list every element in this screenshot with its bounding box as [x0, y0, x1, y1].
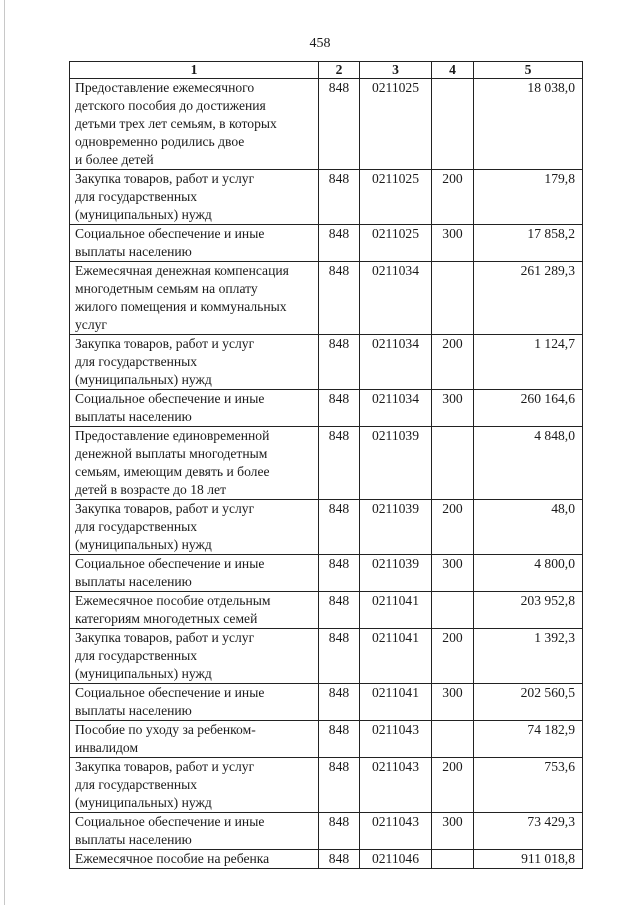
row-name-line: выплаты населению	[75, 703, 192, 718]
table-row	[70, 592, 583, 629]
row-admin-cell: 848	[319, 79, 360, 170]
table-row	[70, 390, 583, 427]
row-amount-cell: 4 848,0	[474, 427, 583, 500]
row-amount-cell: 260 164,6	[474, 390, 583, 427]
row-admin-cell: 848	[319, 629, 360, 684]
row-name-line: для государственных	[75, 777, 198, 792]
row-name-cell	[70, 850, 319, 869]
row-admin-cell: 848	[319, 592, 360, 629]
row-admin-cell: 848	[319, 684, 360, 721]
row-name-cell	[70, 79, 319, 170]
row-name-line: (муниципальных) нужд	[75, 666, 212, 681]
row-type-cell	[432, 721, 474, 758]
row-type-cell	[432, 79, 474, 170]
row-name-line: Ежемесячное пособие на ребенка	[75, 851, 270, 866]
row-name-line: жилого помещения и коммунальных	[75, 299, 287, 314]
row-name-line: Закупка товаров, работ и услуг	[75, 630, 255, 645]
row-admin-cell: 848	[319, 335, 360, 390]
row-name-line: Пособие по уходу за ребенком-	[75, 722, 256, 737]
row-name-line: одновременно родились двое	[75, 134, 245, 149]
row-name-line: инвалидом	[75, 740, 139, 755]
row-name-cell	[70, 758, 319, 813]
column-header-admin: 2	[319, 62, 360, 79]
row-admin-cell: 848	[319, 390, 360, 427]
row-type-cell	[432, 850, 474, 869]
row-amount-cell: 17 858,2	[474, 225, 583, 262]
row-code-cell: 0211043	[360, 813, 432, 850]
row-admin-cell: 848	[319, 170, 360, 225]
row-name-line: (муниципальных) нужд	[75, 372, 212, 387]
row-name-cell	[70, 500, 319, 555]
row-admin-cell: 848	[319, 262, 360, 335]
row-name-line: выплаты населению	[75, 574, 192, 589]
row-type-cell: 200	[432, 500, 474, 555]
row-name-line: Предоставление единовременной	[75, 428, 270, 443]
row-name-cell	[70, 684, 319, 721]
row-name-line: Социальное обеспечение и иные	[75, 685, 265, 700]
row-amount-cell: 261 289,3	[474, 262, 583, 335]
table-row	[70, 813, 583, 850]
column-header-type: 4	[432, 62, 474, 79]
row-type-cell: 200	[432, 629, 474, 684]
table-row	[70, 225, 583, 262]
table-row	[70, 555, 583, 592]
row-code-cell: 0211041	[360, 592, 432, 629]
row-admin-cell: 848	[319, 555, 360, 592]
row-type-cell: 200	[432, 170, 474, 225]
row-admin-cell: 848	[319, 427, 360, 500]
row-name-line: для государственных	[75, 189, 198, 204]
row-name-line: Социальное обеспечение и иные	[75, 556, 265, 571]
row-name-line: Закупка товаров, работ и услуг	[75, 171, 255, 186]
table-row	[70, 79, 583, 170]
column-header-code: 3	[360, 62, 432, 79]
row-name-cell	[70, 813, 319, 850]
row-name-line: услуг	[75, 317, 107, 332]
table-row	[70, 758, 583, 813]
row-name-line: денежной выплаты многодетным	[75, 446, 268, 461]
row-name-cell	[70, 225, 319, 262]
column-header-amount: 5	[474, 62, 583, 79]
row-name-line: (муниципальных) нужд	[75, 537, 212, 552]
row-admin-cell: 848	[319, 850, 360, 869]
row-name-cell	[70, 170, 319, 225]
row-code-cell: 0211025	[360, 79, 432, 170]
table-row	[70, 850, 583, 869]
row-amount-cell: 202 560,5	[474, 684, 583, 721]
row-admin-cell: 848	[319, 721, 360, 758]
table-row	[70, 335, 583, 390]
row-name-line: Социальное обеспечение и иные	[75, 814, 265, 829]
row-name-cell	[70, 721, 319, 758]
budget-table	[69, 61, 583, 869]
row-name-line: Ежемесячная денежная компенсация	[75, 263, 289, 278]
table-row	[70, 721, 583, 758]
row-code-cell: 0211043	[360, 758, 432, 813]
row-amount-cell: 1 392,3	[474, 629, 583, 684]
table-row	[70, 500, 583, 555]
row-type-cell: 300	[432, 225, 474, 262]
table-row	[70, 262, 583, 335]
row-name-line: для государственных	[75, 648, 198, 663]
scan-edge-line	[4, 0, 5, 905]
row-name-line: многодетным семьям на оплату	[75, 281, 258, 296]
row-amount-cell: 179,8	[474, 170, 583, 225]
row-amount-cell: 48,0	[474, 500, 583, 555]
row-code-cell: 0211034	[360, 390, 432, 427]
row-name-line: Предоставление ежемесячного	[75, 80, 255, 95]
row-name-line: выплаты населению	[75, 832, 192, 847]
row-code-cell: 0211041	[360, 684, 432, 721]
row-name-line: выплаты населению	[75, 409, 192, 424]
row-name-line: семьям, имеющим девять и более	[75, 464, 270, 479]
row-name-line: детей в возрасте до 18 лет	[75, 482, 227, 497]
row-name-cell	[70, 390, 319, 427]
row-code-cell: 0211039	[360, 555, 432, 592]
row-amount-cell: 911 018,8	[474, 850, 583, 869]
row-code-cell: 0211039	[360, 500, 432, 555]
row-type-cell: 300	[432, 390, 474, 427]
row-type-cell	[432, 592, 474, 629]
row-name-line: и более детей	[75, 152, 154, 167]
row-code-cell: 0211039	[360, 427, 432, 500]
row-amount-cell: 1 124,7	[474, 335, 583, 390]
row-admin-cell: 848	[319, 500, 360, 555]
row-name-line: Социальное обеспечение и иные	[75, 226, 265, 241]
row-name-line: категориям многодетных семей	[75, 611, 258, 626]
table-row	[70, 629, 583, 684]
row-admin-cell: 848	[319, 813, 360, 850]
row-code-cell: 0211034	[360, 262, 432, 335]
row-admin-cell: 848	[319, 758, 360, 813]
row-type-cell: 300	[432, 684, 474, 721]
row-code-cell: 0211041	[360, 629, 432, 684]
row-name-cell	[70, 427, 319, 500]
row-type-cell	[432, 427, 474, 500]
row-amount-cell: 4 800,0	[474, 555, 583, 592]
row-code-cell: 0211034	[360, 335, 432, 390]
row-name-cell	[70, 629, 319, 684]
row-name-line: Социальное обеспечение и иные	[75, 391, 265, 406]
row-code-cell: 0211046	[360, 850, 432, 869]
row-name-line: Закупка товаров, работ и услуг	[75, 336, 255, 351]
row-name-cell	[70, 262, 319, 335]
row-amount-cell: 203 952,8	[474, 592, 583, 629]
table-row	[70, 170, 583, 225]
row-type-cell: 300	[432, 813, 474, 850]
table-row	[70, 684, 583, 721]
row-code-cell: 0211025	[360, 225, 432, 262]
table-header-row	[70, 62, 583, 79]
row-admin-cell: 848	[319, 225, 360, 262]
row-name-cell	[70, 335, 319, 390]
row-type-cell: 300	[432, 555, 474, 592]
page-number: 458	[309, 36, 331, 51]
row-code-cell: 0211043	[360, 721, 432, 758]
row-amount-cell: 73 429,3	[474, 813, 583, 850]
row-name-line: (муниципальных) нужд	[75, 207, 212, 222]
row-name-line: Закупка товаров, работ и услуг	[75, 759, 255, 774]
row-code-cell: 0211025	[360, 170, 432, 225]
row-amount-cell: 753,6	[474, 758, 583, 813]
row-name-line: для государственных	[75, 519, 198, 534]
row-type-cell	[432, 262, 474, 335]
row-amount-cell: 74 182,9	[474, 721, 583, 758]
row-name-cell	[70, 555, 319, 592]
row-name-cell	[70, 592, 319, 629]
row-amount-cell: 18 038,0	[474, 79, 583, 170]
row-type-cell: 200	[432, 335, 474, 390]
row-name-line: выплаты населению	[75, 244, 192, 259]
row-type-cell: 200	[432, 758, 474, 813]
row-name-line: (муниципальных) нужд	[75, 795, 212, 810]
row-name-line: для государственных	[75, 354, 198, 369]
row-name-line: Ежемесячное пособие отдельным	[75, 593, 271, 608]
table-body	[70, 79, 583, 869]
row-name-line: детского пособия до достижения	[75, 98, 266, 113]
column-header-name: 1	[70, 62, 319, 79]
row-name-line: детьми трех лет семьям, в которых	[75, 116, 277, 131]
row-name-line: Закупка товаров, работ и услуг	[75, 501, 255, 516]
table-row	[70, 427, 583, 500]
